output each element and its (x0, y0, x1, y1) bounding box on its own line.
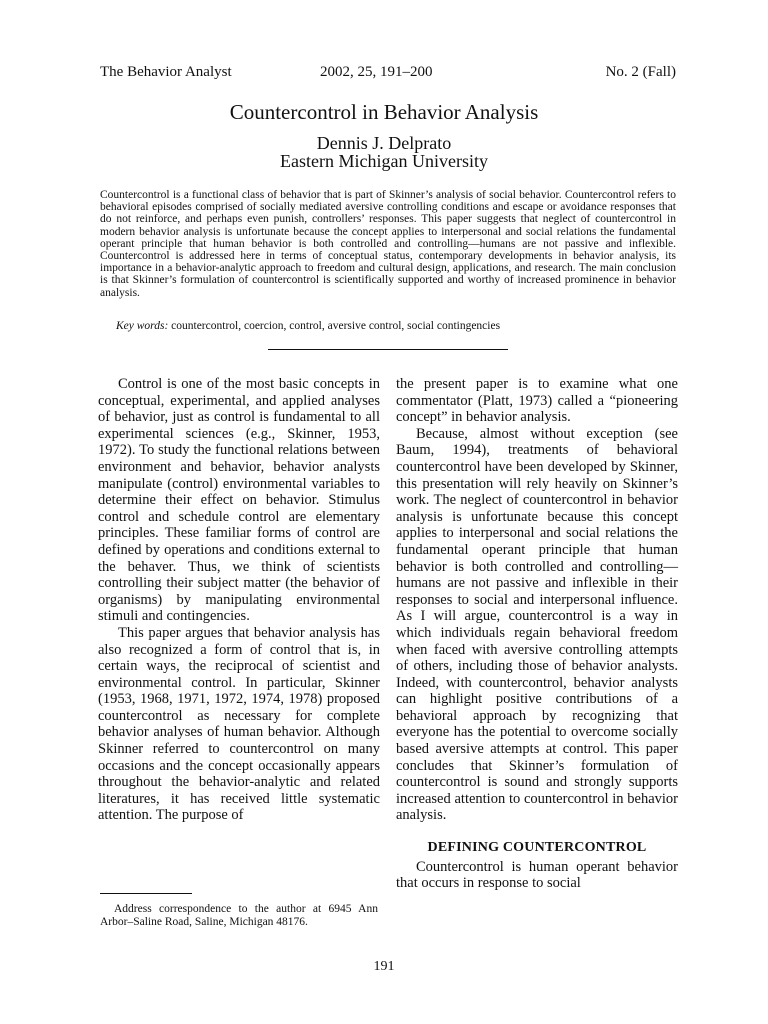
author-name: Dennis J. Delprato (316, 133, 452, 153)
journal-issue: No. 2 (Fall) (605, 64, 676, 80)
article-title: Countercontrol in Behavior Analysis (229, 100, 539, 124)
footnote-rule (100, 893, 192, 894)
abstract: Countercontrol is a functional class of behavior that is part of Skinner’s analysis of social behavior. Countercontrol refers to behavioral episodes comprised of socially mediated aversive controlling conditions and escape or avoidance responses that do not reinforce, and perhaps even punish, controllers’ responses. This paper suggests that neglect of countercontrol in modern behavior analysis is unfortunate because the concept applies to interpersonal and social relations the fundamental operant principle that human behavior is both controlled and controlling—humans are not passive and inflexible. Countercontrol is addressed here in terms of conceptual status, contemporary developments in behavior analysis, its importance in a behavior-analytic approach to freedom and cultural design, applications, and research. The main conclusion is that Skinner’s formulation of countercontrol is scientifically supported and worthy of increased prominence in behavior analysis. (100, 189, 676, 299)
journal-name: The Behavior Analyst (100, 64, 232, 80)
page-number: 191 (373, 959, 395, 974)
footnote: Address correspondence to the author at 6945 Ann Arbor–Saline Road, Saline, Michigan 48176. (100, 903, 378, 928)
section-heading: DEFINING COUNTERCONTROL (427, 840, 647, 856)
keywords-label: Key words: (116, 320, 169, 332)
running-head (100, 64, 676, 84)
body-paragraph: Control is one of the most basic concepts in conceptual, experimental, and applied analyses of behavior, just as control is fundamental to all experimental sciences (e.g., Skinner, 1953, 1972). To study the functional relations between environment and behavior, behavior analysts manipulate (control) environmental variables to determine their effect on behavior. Stimulus control and schedule control are elementary principles. These familiar forms of control are defined by operations and conditions external to the behaver. Thus, we think of scientists controlling their subject matter (the behavior of organisms) by manipulating environmental stimuli and contingencies. (98, 376, 380, 625)
body-column-right (396, 376, 678, 892)
body-paragraph: Because, almost without exception (see Baum, 1994), treatments of behavioral countercontrol have been developed by Skinner, this presentation will rely heavily on Skinner’s work. The neglect of countercontrol in behavior analysis is unfortunate because this concept applies to interpersonal and social relations the fundamental operant principle that human behavior is both controlled and controlling—humans are not passive and inflexible in their responses to social and interpersonal influence. As I will argue, countercontrol is a way in which individuals regain behavioral freedom when faced with aversive controlling attempts of others, including those of behavior analysts. Indeed, with countercontrol, behavior analysts can highlight positive contributions of a behavioral approach by recognizing that everyone has the potential to overcome socially based aversive attempts at control. This paper concludes that Skinner’s formulation of countercontrol is sound and strongly supports increased attention to countercontrol in behavior analysis. (396, 425, 678, 824)
section-divider (268, 349, 508, 350)
keywords-text: countercontrol, coercion, control, aversive control, social contingencies (168, 320, 501, 332)
body-paragraph: Countercontrol is human operant behavior that occurs in response to social (396, 858, 678, 892)
body-paragraph: This paper argues that behavior analysis has also recognized a form of control that is, in certain ways, the reciprocal of scientist and environmental control. In particular, Skinner (1953, 1968, 1971, 1972, 1974, 1978) proposed countercontrol as necessary for complete behavior analyses of human behavior. Although Skinner referred to countercontrol on many occasions and the concept occasionally appears throughout the behavior-analytic and related literatures, it has received little systematic attention. The purpose of (98, 624, 380, 824)
journal-citation: 2002, 25, 191–200 (320, 64, 433, 80)
keywords (100, 320, 676, 333)
author-affiliation: Eastern Michigan University (280, 151, 488, 171)
body-column-left (98, 376, 380, 824)
body-paragraph: the present paper is to examine what one commentator (Platt, 1973) called a “pioneering concept” in behavior analysis. (396, 376, 678, 426)
